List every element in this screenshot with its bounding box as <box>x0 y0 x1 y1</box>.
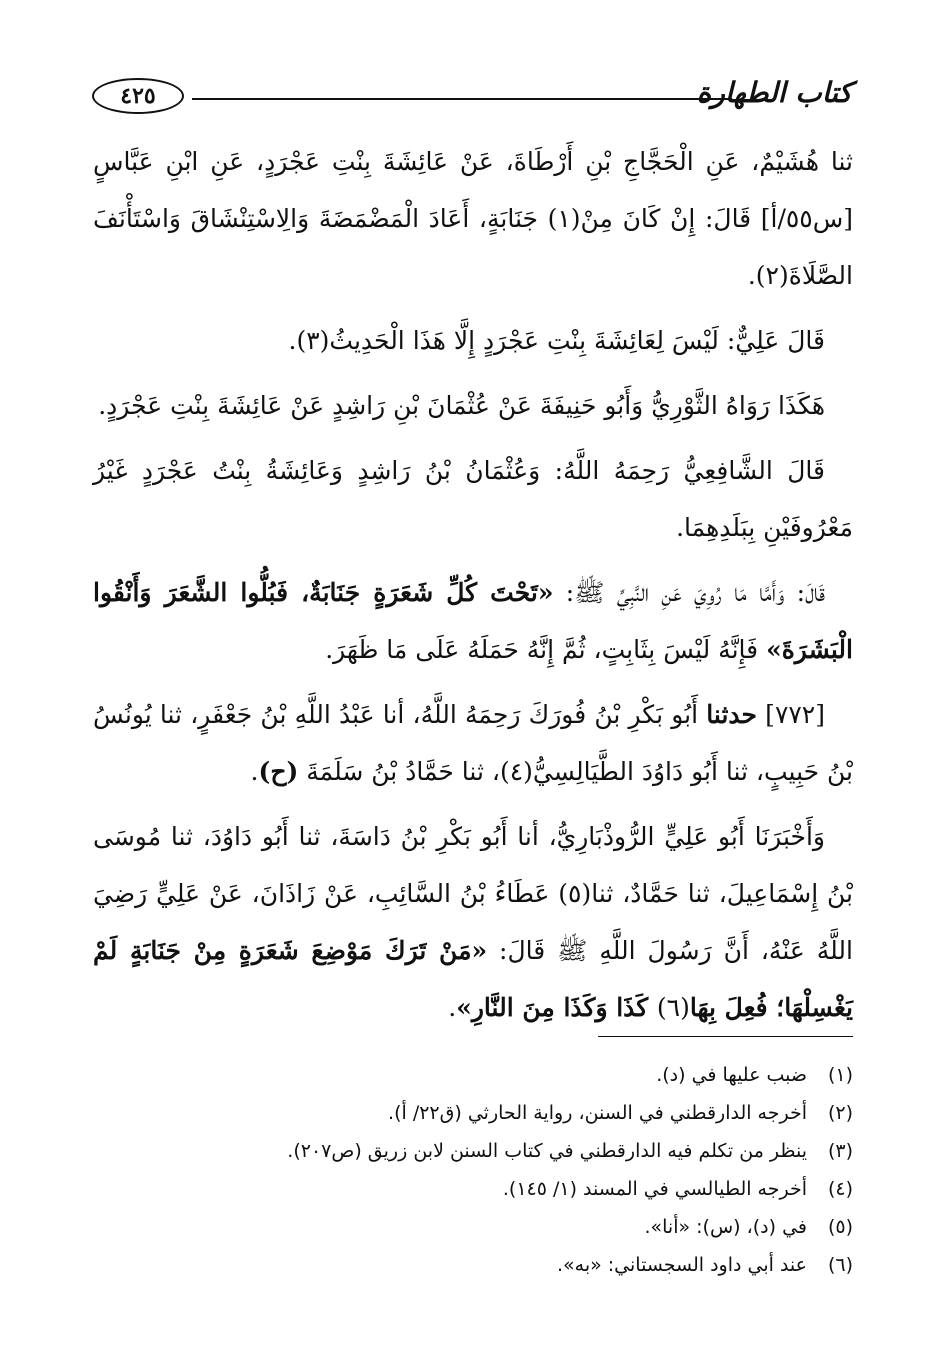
text-segment: (٣) <box>296 326 330 355</box>
footnote-separator <box>598 1036 853 1037</box>
hadith-text: (ح) <box>258 757 299 786</box>
footnote-text: في (د)، (س): «أنا». <box>644 1216 807 1238</box>
text-segment: هَكَذَا رَوَاهُ الثَّوْرِيُّ وَأَبُو حَنِيفَةَ عَنْ عُثْمَانَ بْنِ رَاشِدٍ عَنْ عَائِشَةَ بِنْتِ عَجْرَدٍ. <box>98 391 825 420</box>
hadith-text: «مَنْ تَرَكَ مَوْضِعَ شَعَرَةٍ مِنْ جَنَابَةٍ لَمْ يَغْسِلْهَا؛ فُعِلَ بِهَا <box>93 936 853 1022</box>
footnote-text: أخرجه الدارقطني في السنن، رواية الحارثي (ق٢٢/ أ). <box>388 1102 807 1124</box>
footnote-number: (٥) <box>827 1216 853 1238</box>
text-segment: ، ثنا حَمَّادُ بْنُ سَلَمَةَ <box>298 757 500 786</box>
text-segment: (٥) <box>558 879 592 908</box>
hadith-text: حدثنا <box>706 700 757 729</box>
paragraph <box>93 686 853 800</box>
text-segment: أَبُو بَكْرِ بْنُ فُورَكَ رَحِمَهُ اللَّهُ، أنا عَبْدُ اللَّهِ بْنُ جَعْفَرٍ، ثنا يُونُسُ بْنُ حَبِيبٍ، ثنا أَبُو دَاوُدَ الطَّيَالِسِيُّ <box>93 700 853 786</box>
footnote-number: (٢) <box>827 1102 853 1124</box>
footnotes <box>93 1056 853 1284</box>
footnote-text: ينظر من تكلم فيه الدارقطني في كتاب السنن لابن زريق (ص٢٠٧). <box>287 1140 807 1162</box>
text-segment: (٦) <box>656 993 690 1022</box>
footnote <box>93 1056 853 1094</box>
text-segment: جَنَابَةٍ، أَعَادَ الْمَضْمَضَةَ وَالِاسْتِنْشَاقَ وَاسْتَأْنَفَ الصَّلَاةَ <box>93 204 853 290</box>
footnote-text: عند أبي داود السجستاني: «به». <box>556 1254 807 1276</box>
footnote-number: (٣) <box>827 1140 853 1162</box>
paragraph <box>93 442 853 556</box>
hadith-text: كَذَا وَكَذَا مِنَ النَّارِ» <box>456 993 657 1022</box>
text-segment: فَإِنَّهُ لَيْسَ بِثَابِتٍ، ثُمَّ إِنَّهُ حَمَلَهُ عَلَى مَا ظَهَرَ. <box>325 635 767 664</box>
footnote-number: (١) <box>827 1064 853 1086</box>
footnote <box>93 1246 853 1284</box>
page-number: ٤٢٥ <box>92 78 184 114</box>
footnote-number: (٦) <box>827 1254 853 1276</box>
running-title: كتاب الطهارة <box>696 76 852 109</box>
text-segment: وَأَخْبَرَنَا أَبُو عَلِيٍّ الرُّوذْبَارِيُّ، أنا أَبُو بَكْرِ بْنُ دَاسَةَ، ثنا أَبُو دَاوُدَ، ثنا مُوسَى بْنُ إِسْمَاعِيلَ، ثنا حَمَّادٌ، ثنا <box>93 822 853 908</box>
paragraph <box>93 808 853 1036</box>
footnote <box>93 1170 853 1208</box>
footnote-text: أخرجه الطيالسي في المسند (١/ ١٤٥). <box>502 1178 807 1200</box>
text-segment: . <box>747 261 756 290</box>
hadith-text: «تَحْتَ كُلِّ شَعَرَةٍ جَنَابَةٌ، فَبُلُّوا الشَّعَرَ وَأَنْقُوا الْبَشَرَةَ» <box>93 578 853 664</box>
text-segment: (٤) <box>499 757 533 786</box>
footnote <box>93 1132 853 1170</box>
text-segment: ثنا هُشَيْمٌ، عَنِ الْحَجَّاجِ بْنِ أَرْطَاةَ، عَنْ عَائِشَةَ بِنْتِ عَجْرَدٍ، عَنِ ابْنِ عَبَّاسٍ [س٥٥/أ] قَالَ: إِنْ كَانَ مِنْ <box>93 147 854 233</box>
paragraph <box>93 377 853 434</box>
paragraph <box>93 564 853 678</box>
text-segment: . <box>250 757 259 786</box>
text-segment: . <box>288 326 297 355</box>
text-segment: قَالَ الشَّافِعِيُّ رَحِمَهُ اللَّهُ: وَعُثْمَانُ بْنُ رَاشِدٍ وَعَائِشَةُ بِنْتُ عَجْرَدٍ غَيْرُ مَعْرُوفَيْنِ بِبَلَدِهِمَا. <box>93 456 853 542</box>
footnote-number: (٤) <box>827 1178 853 1200</box>
text-segment: . <box>448 993 457 1022</box>
footnote <box>93 1208 853 1246</box>
text-segment: [٧٧٢] <box>756 700 825 729</box>
footnote-text: ضبب عليها في (د). <box>656 1064 807 1086</box>
paragraph <box>93 133 853 304</box>
footnote <box>93 1094 853 1132</box>
text-segment: عَطَاءُ بْنُ السَّائِبِ، عَنْ زَاذَانَ، عَنْ عَلِيٍّ رَضِيَ اللَّهُ عَنْهُ، أَنَّ رَسُولَ اللَّهِ ﷺ قَالَ: <box>93 879 853 965</box>
header-rule <box>192 98 732 100</box>
text-segment: قَالَ: وَأَمَّا مَا رُوِيَ عَنِ النَّبِيِّ ﷺ: <box>553 578 825 607</box>
text-segment: قَالَ عَلِيٌّ: لَيْسَ لِعَائِشَةَ بِنْتِ عَجْرَدٍ إِلَّا هَذَا الْحَدِيثُ <box>329 326 825 355</box>
page-header <box>92 72 852 122</box>
paragraph <box>93 312 853 369</box>
text-segment: (٢) <box>755 261 789 290</box>
body-text <box>93 133 853 1044</box>
text-segment: (١) <box>547 204 581 233</box>
